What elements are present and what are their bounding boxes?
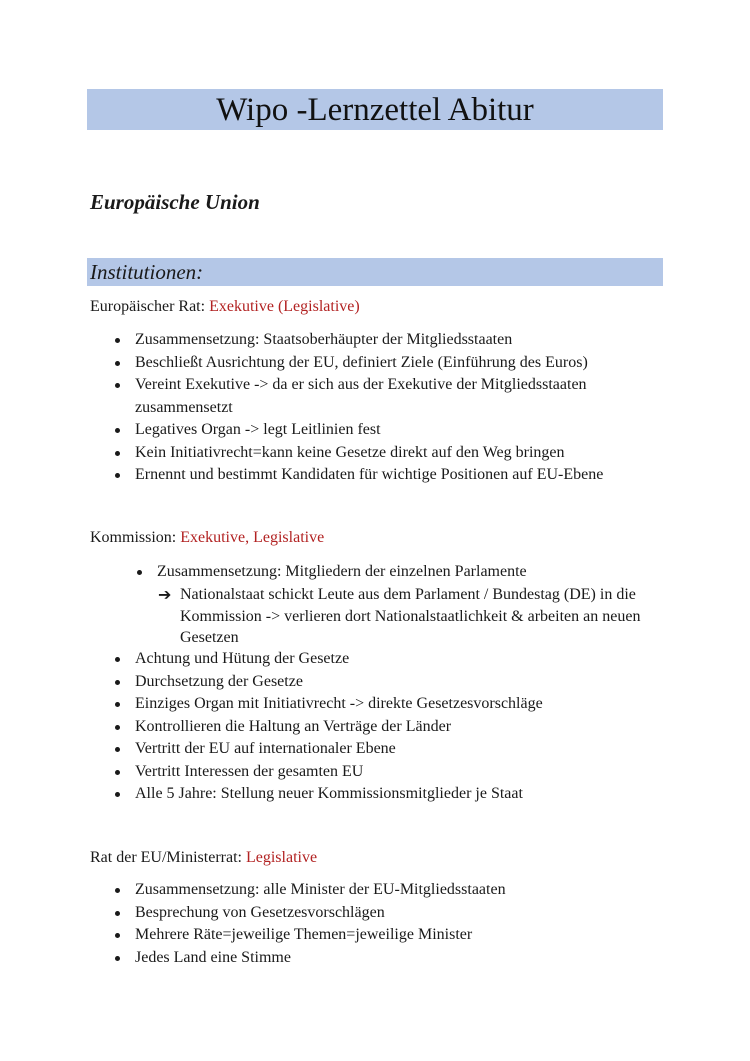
list-item-text: Alle 5 Jahre: Stellung neuer Kommissionsmitglieder je Staat	[135, 785, 523, 802]
block-label-text: Kommission:	[90, 529, 181, 546]
block-label-ministerrat	[90, 848, 317, 868]
list-item-text: Kein Initiativrecht=kann keine Gesetze direkt auf den Weg bringen	[135, 443, 565, 461]
list-kommission-nested	[157, 561, 662, 584]
block-label-accent: Exekutive, Legislative	[180, 529, 325, 546]
bullet-icon	[115, 657, 120, 662]
list-item-text: Achtung und Hütung der Gesetze	[135, 650, 350, 667]
list-item	[135, 374, 665, 419]
list-item	[135, 329, 665, 352]
list-item	[135, 947, 665, 970]
list-item-text: Zusammensetzung: Mitgliedern der einzelnen Parlamente	[157, 563, 527, 580]
block-label-accent: Legislative	[245, 849, 318, 866]
subsection-heading-bar	[87, 258, 663, 286]
list-item-text: Zusammensetzung: alle Minister der EU-Mitgliedsstaaten	[135, 881, 506, 898]
block-label-text: Rat der EU/Ministerrat:	[90, 849, 246, 866]
list-item-text: Mehrere Räte=jeweilige Themen=jeweilige Minister	[135, 926, 473, 943]
list-item	[135, 464, 665, 487]
block-label-text: Europäischer Rat:	[90, 298, 210, 315]
bullet-icon	[115, 473, 120, 478]
block-label-europaeischer-rat	[90, 297, 360, 317]
list-item-text: Besprechung von Gesetzesvorschlägen	[135, 903, 385, 921]
list-item-text: Beschließt Ausrichtung der EU, definiert Ziele (Einführung des Euros)	[135, 353, 588, 371]
bullet-icon	[115, 428, 120, 433]
list-item-text: Vereint Exekutive -> da er sich aus der Exekutive der Mitgliedsstaaten zusammensetzt	[135, 376, 587, 416]
list-item-text: Kontrollieren die Haltung an Verträge der Länder	[135, 717, 452, 735]
list-ministerrat	[135, 879, 665, 969]
list-item-text: Durchsetzung der Gesetze	[135, 672, 303, 690]
block-label-accent: Exekutive (Legislative)	[209, 298, 360, 315]
document-title: Wipo -Lernzettel Abitur	[87, 89, 663, 130]
list-item	[135, 879, 665, 902]
list-kommission	[135, 648, 665, 806]
list-item-text: Vertritt der EU auf internationaler Ebene	[135, 740, 396, 757]
arrow-note-text: Nationalstaat schickt Leute aus dem Parlament / Bundestag (DE) in die Kommission -> verlieren dort Nationalstaatlichkeit & arbeiten an neuen Gesetzen	[180, 586, 641, 646]
list-item-text: Einziges Organ mit Initiativrecht -> direkte Gesetzesvorschläge	[135, 695, 543, 712]
bullet-icon	[115, 888, 120, 893]
subsection-heading: Institutionen:	[90, 260, 204, 284]
list-item	[135, 716, 665, 739]
section-heading: Europäische Union	[90, 190, 260, 214]
arrow-note	[158, 584, 658, 649]
bullet-icon	[115, 747, 120, 752]
list-item	[157, 561, 662, 584]
bullet-icon	[115, 680, 120, 685]
bullet-icon	[115, 725, 120, 730]
list-item-text: Ernennt und bestimmt Kandidaten für wichtige Positionen auf EU-Ebene	[135, 466, 604, 483]
list-item	[135, 902, 665, 925]
bullet-icon	[137, 570, 142, 575]
list-item	[135, 648, 665, 671]
bullet-icon	[115, 792, 120, 797]
list-item	[135, 352, 665, 375]
list-item	[135, 738, 665, 761]
bullet-icon	[115, 338, 120, 343]
block-label-kommission	[90, 528, 324, 548]
list-item	[135, 671, 665, 694]
list-item	[135, 693, 665, 716]
bullet-icon	[115, 956, 120, 961]
bullet-icon	[115, 383, 120, 388]
list-item	[135, 442, 665, 465]
list-item-text: Vertritt Interessen der gesamten EU	[135, 762, 364, 780]
list-item-text: Jedes Land eine Stimme	[135, 948, 291, 966]
bullet-icon	[115, 933, 120, 938]
list-item	[135, 419, 665, 442]
bullet-icon	[115, 911, 120, 916]
bullet-icon	[115, 451, 120, 456]
list-item	[135, 761, 665, 784]
list-europaeischer-rat	[135, 329, 665, 487]
bullet-icon	[115, 361, 120, 366]
arrow-right-icon: ➔	[158, 585, 172, 604]
list-item-text: Legatives Organ -> legt Leitlinien fest	[135, 421, 381, 438]
bullet-icon	[115, 702, 120, 707]
list-item	[135, 924, 665, 947]
list-item-text: Zusammensetzung: Staatsoberhäupter der Mitgliedsstaaten	[135, 331, 513, 348]
bullet-icon	[115, 770, 120, 775]
list-item	[135, 783, 665, 806]
